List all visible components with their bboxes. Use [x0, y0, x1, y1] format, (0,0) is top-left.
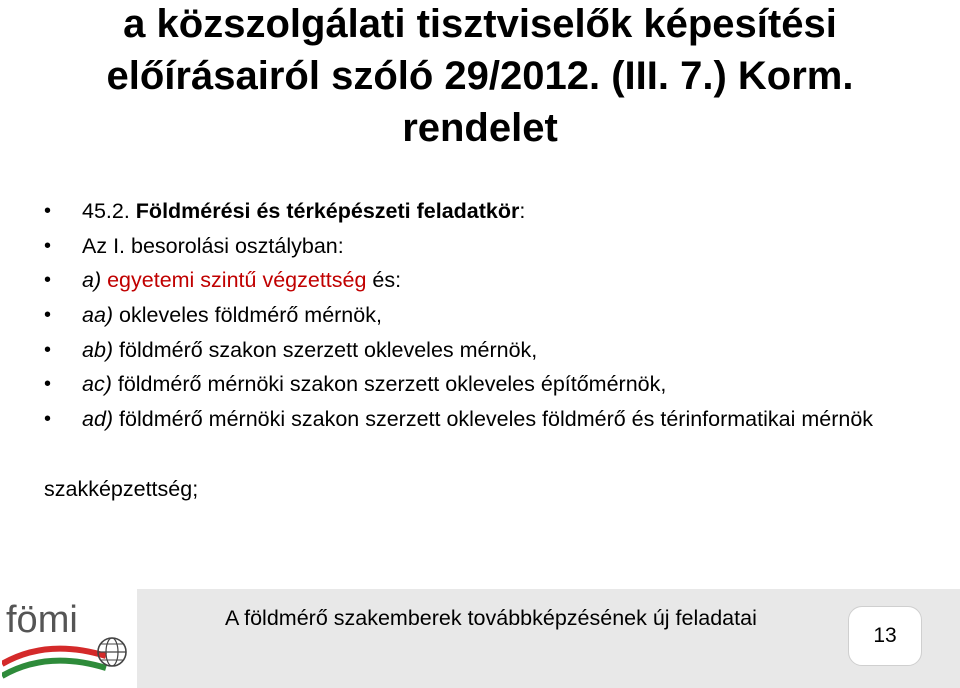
bullet-item — [44, 265, 944, 295]
title-line-3: rendelet — [402, 106, 558, 150]
bullet-item — [44, 231, 944, 261]
bullet-label: a) — [82, 268, 102, 293]
bullet-number: 45.2. — [82, 199, 136, 223]
bullet-text: földmérő mérnöki szakon szerzett okleveles földmérő és térinformatikai mérnök — [113, 407, 874, 432]
fomi-logo — [2, 594, 134, 688]
title-line-1: a közszolgálati tisztviselők képesítési — [123, 2, 837, 46]
bullet-text: földmérő szakon szerzett okleveles mérnök, — [113, 337, 538, 362]
bullet-text: . besorolási osztályban: — [119, 233, 344, 258]
title-line-2: előírásairól szóló 29/2012. (III. 7.) Korm. — [106, 54, 854, 98]
bullet-item — [44, 404, 944, 434]
bullet-bold-text: Földmérési és térképészeti feladatkör — [135, 199, 520, 223]
bullet-dot-icon: • — [44, 338, 52, 361]
bullet-item — [44, 369, 944, 399]
page-number: 13 — [873, 624, 897, 647]
bullet-red-text: egyetemi szintű végzettség — [101, 268, 367, 293]
bullet-dot-icon: • — [44, 269, 52, 292]
bullet-item — [44, 300, 944, 330]
bullet-dot-icon: • — [44, 408, 52, 431]
bullet-label: ac) — [82, 372, 112, 397]
bullet-label: aa) — [82, 303, 114, 328]
bullet-label: ab) — [82, 337, 114, 362]
bullet-dot-icon: • — [44, 200, 52, 222]
footer-text: A földmérő szakemberek továbbképzésének új feladatai — [225, 606, 757, 630]
tail-text: szakképzettség; — [44, 477, 199, 501]
slide-title — [0, 0, 960, 154]
bullet-dot-icon: • — [44, 304, 52, 327]
bullet-end: : — [519, 199, 526, 223]
logo-green-stripe — [2, 661, 106, 676]
logo-text: fömi — [6, 599, 78, 641]
bullet-dot-icon: • — [44, 373, 52, 396]
bullet-text: okleveles földmérő mérnök, — [113, 303, 382, 328]
bullet-text: és: — [366, 268, 402, 293]
bullet-item — [44, 196, 944, 226]
page-number-badge — [848, 606, 922, 666]
bullet-dot-icon: • — [44, 234, 52, 257]
fomi-logo-globe-icon — [98, 638, 126, 666]
bullet-pre: Az I — [82, 233, 120, 258]
bullet-text: földmérő mérnöki szakon szerzett okleveles építőmérnök, — [111, 372, 667, 397]
bullet-list — [44, 196, 944, 439]
bullet-item — [44, 335, 944, 365]
bullet-label: ad) — [82, 407, 114, 432]
